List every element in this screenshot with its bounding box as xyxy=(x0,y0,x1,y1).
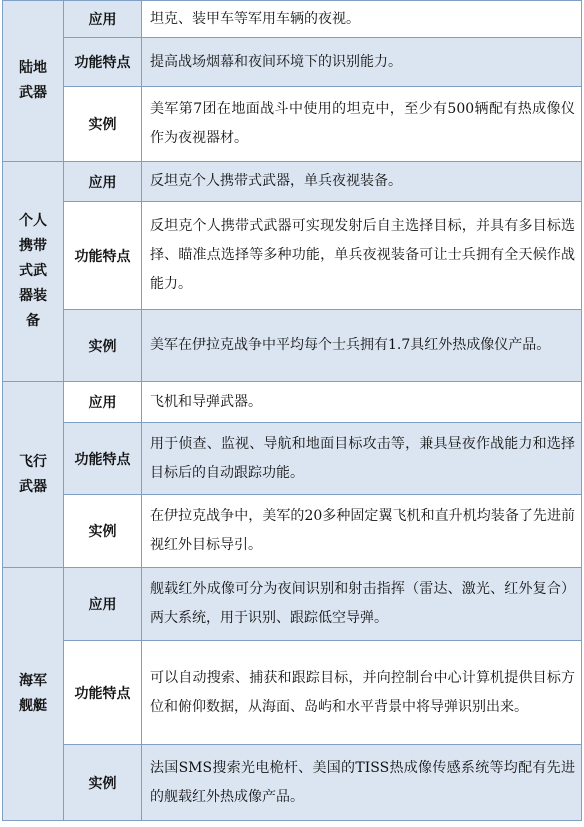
category-label: 海军舰艇 xyxy=(19,673,47,714)
row-label: 功能特点 xyxy=(64,202,142,310)
table-row xyxy=(3,641,582,745)
row-label: 实例 xyxy=(64,745,142,821)
category-cell xyxy=(3,1,64,162)
row-value: 反坦克个人携带式武器可实现发射后自主选择目标，并具有多目标选择、瞄准点选择等多种功能，单兵夜视装备可让士兵拥有全天候作战能力。 xyxy=(142,202,582,310)
row-value: 法国SMS搜索光电桅杆、美国的TISS热成像传感系统等均配有先进的舰载红外热成像产品。 xyxy=(142,745,582,821)
row-label: 应用 xyxy=(64,162,142,202)
table-row xyxy=(3,568,582,641)
row-value: 美军在伊拉克战争中平均每个士兵拥有1.7具红外热成像仪产品。 xyxy=(142,310,582,382)
table-row xyxy=(3,423,582,495)
category-label: 陆地武器 xyxy=(19,60,47,101)
category-cell xyxy=(3,568,64,821)
row-label: 应用 xyxy=(64,382,142,423)
row-label: 应用 xyxy=(64,1,142,38)
table-row xyxy=(3,310,582,382)
row-value: 舰载红外成像可分为夜间识别和射击指挥（雷达、激光、红外复合）两大系统，用于识别、跟踪低空导弹。 xyxy=(142,568,582,641)
row-label: 实例 xyxy=(64,495,142,568)
row-label: 功能特点 xyxy=(64,423,142,495)
row-label: 功能特点 xyxy=(64,641,142,745)
row-value: 飞机和导弹武器。 xyxy=(142,382,582,423)
row-value: 可以自动搜索、捕获和跟踪目标，并向控制台中心计算机提供目标方位和俯仰数据，从海面、岛屿和水平背景中将导弹识别出来。 xyxy=(142,641,582,745)
category-cell xyxy=(3,382,64,568)
table-row xyxy=(3,495,582,568)
row-value: 在伊拉克战争中，美军的20多种固定翼飞机和直升机均装备了先进前视红外目标导引。 xyxy=(142,495,582,568)
table-row xyxy=(3,38,582,87)
category-cell xyxy=(3,162,64,382)
row-value: 提高战场烟幕和夜间环境下的识别能力。 xyxy=(142,38,582,87)
table-row xyxy=(3,745,582,821)
row-label: 实例 xyxy=(64,87,142,162)
row-value: 反坦克个人携带式武器，单兵夜视装备。 xyxy=(142,162,582,202)
table-row xyxy=(3,1,582,38)
row-label: 应用 xyxy=(64,568,142,641)
row-value: 用于侦查、监视、导航和地面目标攻击等，兼具昼夜作战能力和选择目标后的自动跟踪功能。 xyxy=(142,423,582,495)
category-label: 个人携带式武器装备 xyxy=(19,213,47,329)
row-value: 坦克、装甲车等军用车辆的夜视。 xyxy=(142,1,582,38)
table-row xyxy=(3,87,582,162)
row-label: 实例 xyxy=(64,310,142,382)
table-row xyxy=(3,202,582,310)
category-label: 飞行武器 xyxy=(19,453,47,495)
row-label: 功能特点 xyxy=(64,38,142,87)
table-row xyxy=(3,162,582,202)
row-value: 美军第7团在地面战斗中使用的坦克中，至少有500辆配有热成像仪作为夜视器材。 xyxy=(142,87,582,162)
table-row xyxy=(3,382,582,423)
weapons-application-table xyxy=(2,0,582,821)
